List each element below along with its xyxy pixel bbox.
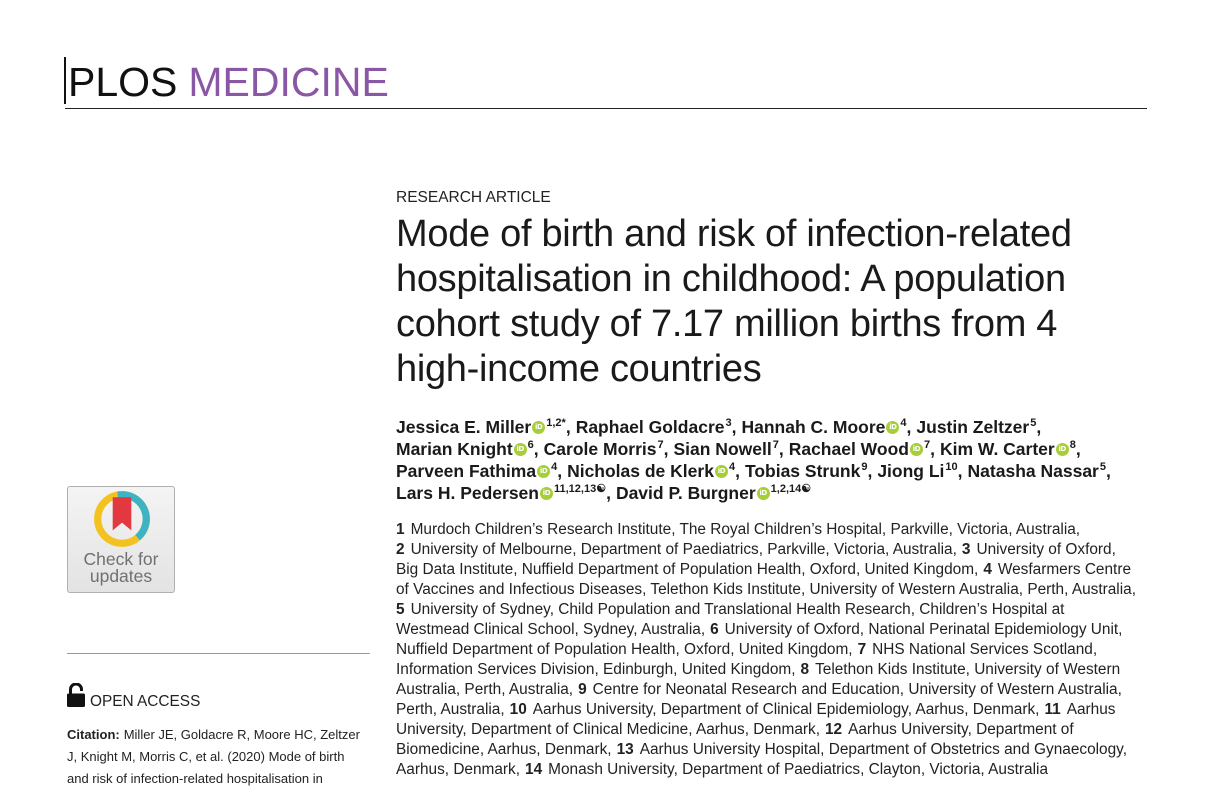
author-affiliation-marks: 1,2* [546, 417, 566, 429]
author-name: Lars H. Pedersen [396, 483, 539, 503]
affiliation-text: Nuffield Department of Population Health, Oxford, United Kingdom, [396, 641, 853, 658]
citation-line [67, 724, 360, 746]
author-list [396, 416, 1116, 504]
orcid-icon[interactable] [910, 443, 923, 456]
affiliation-text: Aarhus University, Department of Clinical Epidemiology, Aarhus, Denmark, [532, 701, 1040, 718]
author-affiliation-marks: 5 [1030, 417, 1037, 429]
author-entry [940, 439, 1086, 459]
author-entry [576, 417, 742, 437]
affiliation-number: 6 [710, 621, 719, 638]
affiliation-text: Aarhus University, Department of [848, 721, 1074, 738]
affiliation-number: 13 [616, 741, 634, 758]
author-name: Justin Zeltzer [916, 417, 1030, 437]
affiliation-text: Monash University, Department of Paediatrics, Clayton, Victoria, Australia [548, 761, 1048, 778]
author-name: Carole Morris [543, 439, 657, 459]
author-entry [916, 417, 1046, 437]
author-name: Natasha Nassar [967, 461, 1099, 481]
orcid-icon[interactable] [537, 465, 550, 478]
author-entry [673, 439, 788, 459]
author-name: Tobias Strunk [744, 461, 861, 481]
affiliation-text: University of Oxford, [976, 541, 1116, 558]
author-separator: , [778, 439, 784, 459]
author-separator: , [606, 483, 611, 503]
author-affiliation-marks: 10 [945, 461, 958, 473]
affiliation-text: Big Data Institute, Nuffield Department of Population Health, Oxford, United Kingdom, [396, 561, 979, 578]
affiliation-number: 3 [961, 541, 971, 558]
affiliation-line [396, 580, 1136, 600]
author-line [396, 460, 1116, 482]
affiliation-line [396, 640, 1136, 660]
affiliation-line [396, 660, 1136, 680]
author-entry [567, 461, 745, 481]
affiliation-line [396, 740, 1136, 760]
affiliation-line [396, 540, 1136, 560]
author-entry [396, 417, 576, 437]
author-affiliation-marks: 4 [728, 461, 736, 473]
author-separator: , [557, 461, 563, 481]
affiliation-number: 5 [396, 601, 405, 618]
orcid-icon[interactable] [514, 443, 527, 456]
author-entry [745, 461, 877, 481]
author-separator: , [1105, 461, 1111, 481]
author-affiliation-marks: 4 [900, 417, 907, 429]
author-name: Marian Knight [396, 439, 513, 459]
author-name: Rachael Wood [788, 439, 909, 459]
affiliation-text: Wesfarmers Centre [997, 561, 1132, 578]
affiliation-text: Aarhus University Hospital, Department of Obstetrics and Gynaecology, [639, 741, 1128, 758]
check-for-updates-badge[interactable] [67, 486, 175, 593]
affiliation-line [396, 700, 1136, 720]
affiliation-text: Australia, Perth, Australia, [396, 681, 574, 698]
author-separator: , [1075, 439, 1081, 459]
orcid-icon[interactable] [1056, 443, 1069, 456]
affiliation-number: 2 [396, 541, 405, 558]
affiliation-line [396, 620, 1136, 640]
logo-accent-bar [64, 57, 66, 104]
affiliation-line [396, 680, 1136, 700]
title-line: hospitalisation in childhood: A population [396, 258, 1066, 300]
article-title [396, 212, 1072, 392]
sidebar-divider [67, 653, 370, 654]
affiliation-text: Centre for Neonatal Research and Education, University of Western Australia, [592, 681, 1122, 698]
author-affiliation-marks: 7 [923, 439, 931, 451]
author-affiliation-marks: 3 [725, 417, 732, 429]
journal-logo [68, 59, 389, 105]
affiliation-text: Information Services Division, Edinburgh, United Kingdom, [396, 661, 796, 678]
author-entry [616, 483, 811, 503]
author-affiliation-marks: 4 [551, 461, 558, 473]
citation-block [67, 724, 360, 790]
affiliation-line [396, 600, 1136, 620]
orcid-icon[interactable] [715, 465, 728, 478]
affiliation-number: 4 [983, 561, 992, 578]
orcid-icon[interactable] [886, 421, 899, 434]
affiliation-line [396, 520, 1136, 540]
author-affiliation-marks: 9 [861, 461, 868, 473]
author-line [396, 416, 1116, 438]
check-for-updates-line-2: updates [89, 566, 153, 586]
author-separator: , [533, 439, 539, 459]
open-lock-icon [67, 683, 86, 707]
affiliation-text: University, Department of Clinical Medicine, Aarhus, Denmark, [396, 721, 820, 738]
author-entry [877, 461, 967, 481]
author-entry [968, 461, 1116, 481]
author-name: Kim W. Carter [939, 439, 1055, 459]
affiliation-text: Westmead Clinical School, Sydney, Australia, [396, 621, 706, 638]
affiliation-text: Perth, Australia, [396, 701, 505, 718]
author-affiliation-marks: 1,2,14☯ [770, 483, 812, 495]
check-for-updates-label [68, 551, 174, 585]
author-affiliation-marks: 11,12,13☯ [553, 483, 607, 495]
affiliation-number: 1 [396, 521, 405, 538]
crossmark-icon [91, 488, 153, 550]
title-line: cohort study of 7.17 million births from 4 [396, 303, 1058, 345]
orcid-icon[interactable] [532, 421, 545, 434]
check-for-updates-line-1: Check for [83, 549, 159, 569]
author-separator: , [735, 461, 740, 481]
author-affiliation-marks: 8 [1069, 439, 1076, 451]
author-name: Jessica E. Miller [396, 417, 532, 437]
author-line [396, 438, 1116, 460]
affiliation-line [396, 720, 1136, 740]
title-line: Mode of birth and risk of infection-related [396, 213, 1072, 255]
author-entry [396, 461, 567, 481]
affiliation-text: Murdoch Children’s Research Institute, The Royal Children’s Hospital, Parkville, Victoria, Australia, [410, 521, 1081, 538]
author-separator: , [1036, 417, 1042, 437]
citation-line: and risk of infection-related hospitalisation in [67, 770, 323, 786]
author-entry [396, 483, 616, 503]
affiliation-text: Telethon Kids Institute, University of Western [815, 661, 1121, 678]
author-entry [396, 439, 544, 459]
author-separator: , [565, 417, 571, 437]
logo-plos-text: PLOS [68, 59, 178, 105]
author-separator: , [957, 461, 963, 481]
author-entry [544, 439, 674, 459]
header-divider [65, 108, 1147, 109]
affiliation-line [396, 560, 1136, 580]
author-name: Hannah C. Moore [741, 417, 886, 437]
affiliation-text: of Vaccines and Infectious Diseases, Telethon Kids Institute, University of Western Australia, Perth, Australia, [396, 581, 1136, 598]
author-affiliation-marks: 5 [1099, 461, 1106, 473]
affiliation-number: 14 [525, 761, 543, 778]
affiliation-text: Biomedicine, Aarhus, Denmark, [396, 741, 612, 758]
affiliation-list [396, 520, 1136, 780]
citation-text: Miller JE, Goldacre R, Moore HC, Zeltzer [123, 726, 360, 742]
affiliation-number: 9 [578, 681, 587, 698]
affiliation-text: University of Oxford, National Perinatal Epidemiology Unit, [724, 621, 1123, 638]
open-access-label: OPEN ACCESS [90, 692, 201, 710]
author-name: David P. Burgner [615, 483, 756, 503]
affiliation-number: 7 [857, 641, 867, 658]
citation-line: J, Knight M, Morris C, et al. (2020) Mode of birth [67, 748, 345, 764]
author-separator: , [663, 439, 669, 459]
author-separator: , [731, 417, 737, 437]
orcid-icon[interactable] [540, 487, 553, 500]
affiliation-text: Aarhus, Denmark, [396, 761, 521, 778]
author-separator: , [906, 417, 912, 437]
author-line [396, 482, 1116, 504]
affiliation-number: 10 [509, 701, 527, 718]
author-name: Nicholas de Klerk [567, 461, 714, 481]
author-separator: , [867, 461, 873, 481]
affiliation-line [396, 760, 1136, 780]
author-separator: , [930, 439, 935, 459]
author-affiliation-marks: 6 [527, 439, 534, 451]
citation-label: Citation: [67, 726, 120, 742]
affiliation-text: NHS National Services Scotland, [872, 641, 1098, 658]
author-name: Parveen Fathima [396, 461, 537, 481]
author-entry [742, 417, 917, 437]
author-name: Sian Nowell [673, 439, 772, 459]
affiliation-text: Aarhus [1066, 701, 1116, 718]
affiliation-number: 11 [1044, 701, 1061, 718]
affiliation-text: University of Sydney, Child Population and Translational Health Research, Children’s Hospital at [410, 601, 1065, 618]
orcid-icon[interactable] [757, 487, 770, 500]
author-name: Raphael Goldacre [575, 417, 725, 437]
affiliation-number: 8 [800, 661, 810, 678]
affiliation-text: University of Melbourne, Department of Paediatrics, Parkville, Victoria, Australia, [410, 541, 957, 558]
logo-medicine-text: MEDICINE [188, 59, 389, 105]
article-type-label: RESEARCH ARTICLE [396, 188, 551, 206]
author-name: Jiong Li [877, 461, 945, 481]
author-entry [789, 439, 940, 459]
affiliation-number: 12 [824, 721, 843, 738]
author-affiliation-marks: 7 [657, 439, 664, 451]
title-line: high-income countries [396, 348, 762, 390]
author-affiliation-marks: 7 [772, 439, 779, 451]
